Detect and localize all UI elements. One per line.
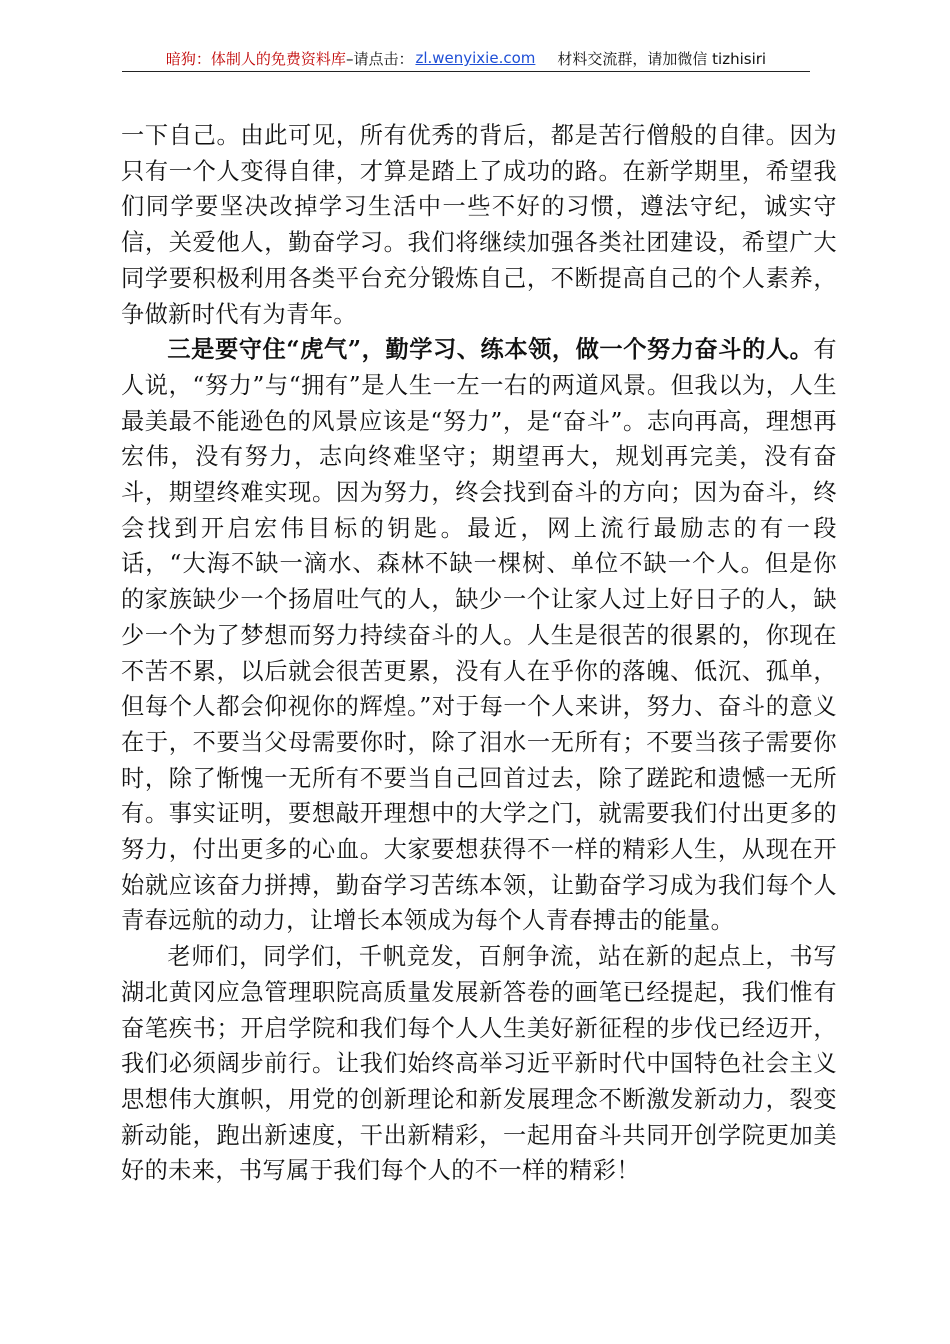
section-heading: 三是要守住“虎气”，勤学习、练本领，做一个努力奋斗的人。	[167, 336, 814, 364]
site-name: 暗狗：体制人的免费资料库	[165, 49, 346, 68]
group-contact-text: 材料交流群，请加微信 tizhisiri	[557, 49, 767, 68]
click-prompt: –请点击：	[345, 49, 414, 68]
paragraph-section-three	[121, 332, 837, 939]
paragraph-text: 老师们，同学们，千帆竞发，百舸争流，站在新的起点上，书写湖北黄冈应急管理职院高质量发展新答卷的画笔已经提起，我们惟有奋笔疾书；开启学院和我们每个人人生美好新征程的步伐已经迈开，我们必须阔步前行。让我们始终高举习近平新时代中国特色社会主义思想伟大旗帜，用党的创新理论和新发展理念不断激发新动力，裂变新动能，跑出新速度，干出新精彩，一起用奋斗共同开创学院更加美好的未来，书写属于我们每个人的不一样的精彩！	[121, 943, 837, 1185]
paragraph-closing	[121, 939, 837, 1189]
page-header	[122, 45, 810, 72]
paragraph-text: 有人说，“努力”与“拥有”是人生一左一右的两道风景。但我以为，人生最美最不能逊色的风景应该是“努力”，是“奋斗”。志向再高，理想再宏伟，没有努力，志向终难坚守；期望再大，规划再完美，没有奋斗，期望终难实现。因为努力，终会找到奋斗的方向；因为奋斗，终会找到开启宏伟目标的钥匙。最近，网上流行最励志的有一段话，“大海不缺一滴水、森林不缺一棵树、单位不缺一个人。但是你的家族缺少一个扬眉吐气的人，缺少一个让家人过上好日子的人，缺少一个为了梦想而努力持续奋斗的人。人生是很苦的很累的，你现在不苦不累，以后就会很苦更累，没有人在乎你的落魄、低沉、孤单，但每个人都会仰视你的辉煌。”对于每一个人来讲，努力、奋斗的意义在于，不要当父母需要你时，除了泪水一无所有；不要当孩子需要你时，除了惭愧一无所有不要当自己回首过去，除了蹉跎和遗憾一无所有。事实证明，要想敲开理想中的大学之门，就需要我们付出更多的努力，付出更多的心血。大家要想获得不一样的精彩人生，从现在开始就应该奋力拼搏，勤奋学习苦练本领，让勤奋学习成为我们每个人青春远航的动力，让增长本领成为每个人青春搏击的能量。	[121, 336, 837, 935]
document-body	[121, 118, 837, 1189]
site-link[interactable]: zl.wenyixie.com	[415, 49, 536, 67]
paragraph-text: 一下自己。由此可见，所有优秀的背后，都是苦行僧般的自律。因为只有一个人变得自律，才算是踏上了成功的路。在新学期里，希望我们同学要坚决改掉学习生活中一些不好的习惯，遵法守纪，诚实守信，关爱他人，勤奋学习。我们将继续加强各类社团建设，希望广大同学要积极利用各类平台充分锻炼自己，不断提高自己的个人素养，争做新时代有为青年。	[121, 122, 837, 328]
paragraph-continuation	[121, 118, 837, 332]
